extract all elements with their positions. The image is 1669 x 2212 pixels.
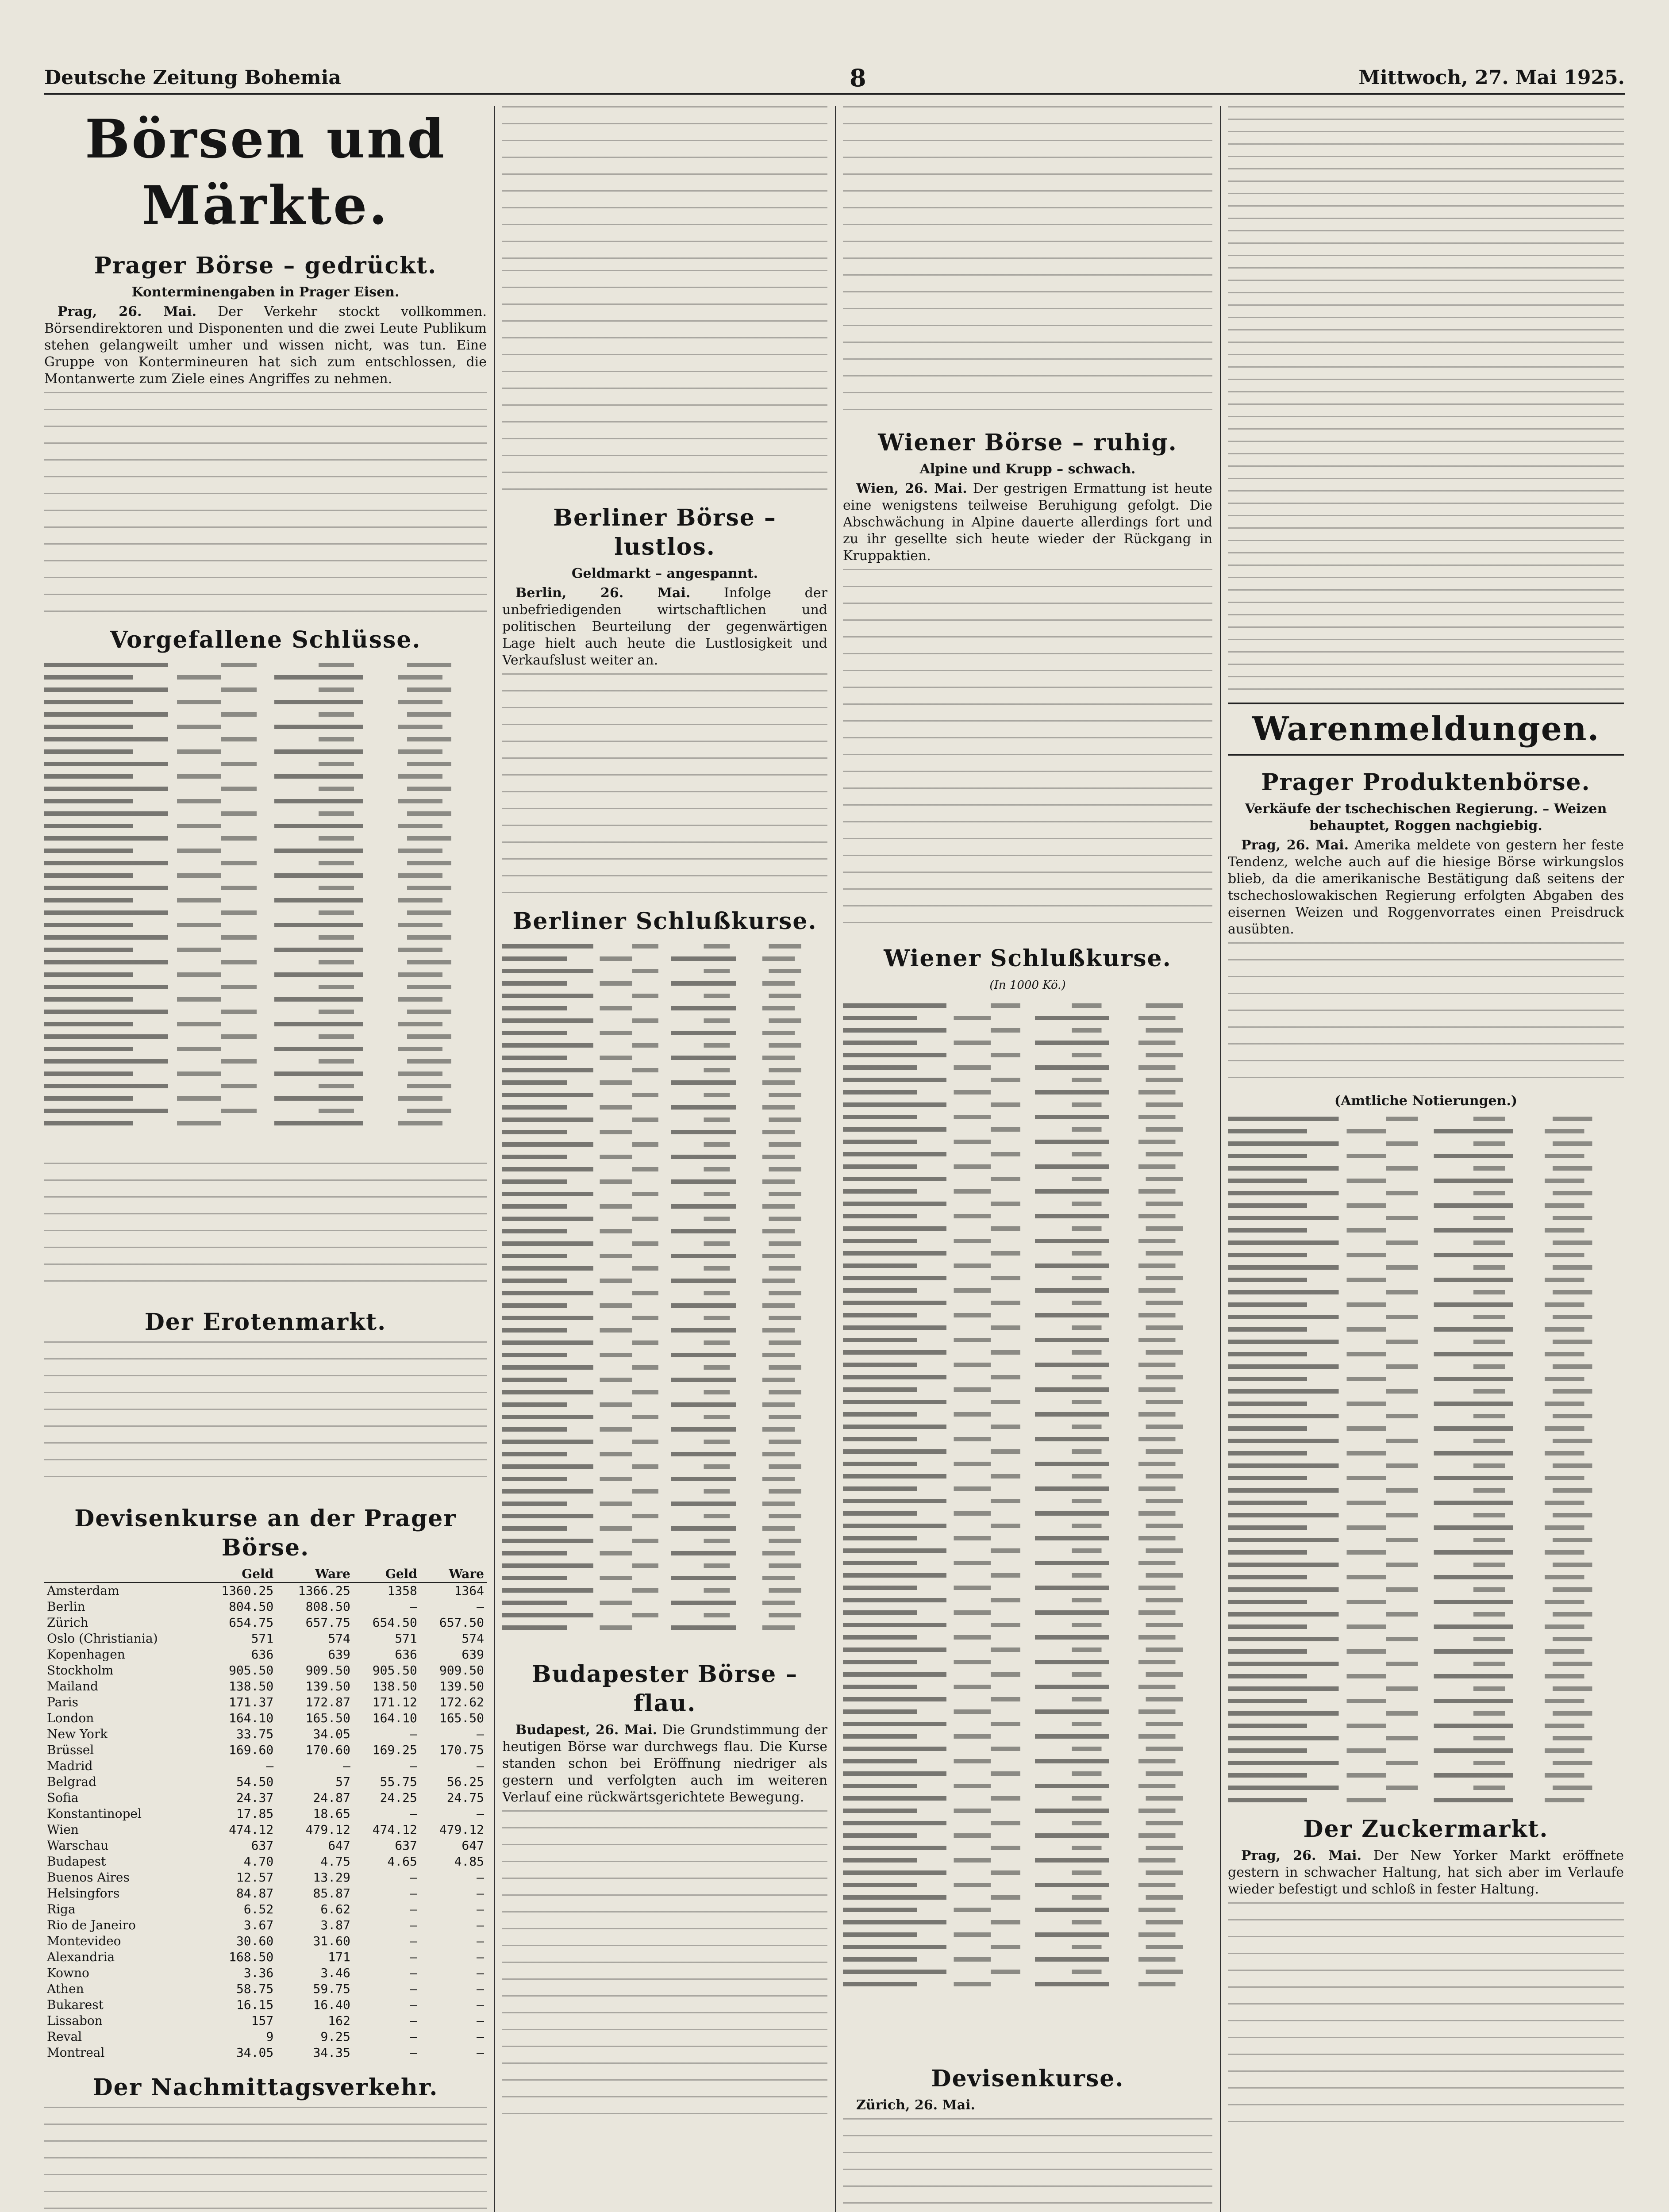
rate-value: — <box>410 1599 417 1614</box>
rate-value: 647 <box>328 1838 350 1853</box>
currency-name: Belgrad <box>47 1774 97 1789</box>
table-row <box>44 1647 487 1663</box>
article-lead: Prag, 26. Mai. <box>1241 837 1349 853</box>
table-row <box>44 1997 487 2013</box>
article-body <box>44 2107 487 2212</box>
table-row <box>44 1774 487 1790</box>
article-subtitle: (In 1000 Kö.) <box>989 979 1066 992</box>
running-header <box>44 66 1625 95</box>
rate-value: — <box>410 2029 417 2044</box>
rate-value: — <box>477 2045 484 2060</box>
table-row <box>44 1726 487 1742</box>
currency-name: Wien <box>47 1822 79 1837</box>
currency-name: Paris <box>47 1695 78 1709</box>
table-row <box>44 1870 487 1886</box>
currency-name: Zürich <box>47 1615 88 1630</box>
currency-name: Amsterdam <box>47 1583 119 1598</box>
rate-value: 657.75 <box>305 1615 350 1630</box>
rate-value: 6.62 <box>320 1902 350 1916</box>
currency-name: Stockholm <box>47 1663 114 1678</box>
rate-value: 171 <box>328 1950 350 1964</box>
table-row <box>44 2013 487 2029</box>
article-subtitle: Geldmarkt – angespannt. <box>571 566 758 581</box>
rate-value: — <box>477 1902 484 1916</box>
rate-value: 139.50 <box>439 1679 484 1694</box>
rate-value: 18.65 <box>313 1806 350 1821</box>
rate-value: 33.75 <box>236 1727 274 1741</box>
rate-value: 172.62 <box>439 1695 484 1709</box>
rate-value: 138.50 <box>372 1679 417 1694</box>
article-lead: Budapest, 26. Mai. <box>515 1722 658 1738</box>
rate-value: 636 <box>395 1647 417 1662</box>
column-rule <box>494 106 495 2212</box>
devisen-table <box>44 1566 487 2061</box>
rate-value: 905.50 <box>229 1663 274 1678</box>
article-lead: Zürich, 26. Mai. <box>856 2097 976 2113</box>
rate-value: 574 <box>328 1631 350 1646</box>
article-title-prager-boerse: Prager Börse – gedrückt. <box>94 252 437 279</box>
rate-value: 138.50 <box>229 1679 274 1694</box>
article-body-continued <box>843 2118 1212 2212</box>
rate-value: 639 <box>461 1647 484 1662</box>
currency-name: Brüssel <box>47 1743 94 1757</box>
article-title-wiener-schluss: Wiener Schlußkurse. <box>884 945 1172 972</box>
column-rule <box>1220 106 1221 2212</box>
rate-value: 164.10 <box>229 1711 274 1725</box>
currency-name: Budapest <box>47 1854 106 1869</box>
currency-name: New York <box>47 1727 108 1741</box>
devisen-table-body <box>44 1582 487 2061</box>
rate-value: 13.29 <box>313 1870 350 1885</box>
rate-value: — <box>477 1806 484 1821</box>
article-text: Infolge der unbefriedigenden wirtschaftlichen und politischen Beurteilung der gegenwärtigen Lage hielt auch heute die Lustlosigkeit und Verkaufslust weiter an. <box>502 585 827 668</box>
currency-name: Berlin <box>47 1599 85 1614</box>
rate-value: 24.25 <box>380 1790 417 1805</box>
rate-value: 3.46 <box>320 1966 350 1980</box>
article-title-produktenboerse: Prager Produktenbörse. <box>1261 769 1591 796</box>
article-body-continued <box>843 569 1212 932</box>
currency-name: Kowno <box>47 1966 89 1980</box>
rate-value: 3.36 <box>243 1966 274 1980</box>
article-title-erotenmarkt: Der Erotenmarkt. <box>144 1309 387 1336</box>
table-header <box>44 1566 200 1582</box>
rate-value: 58.75 <box>236 1982 274 1996</box>
rate-value: 54.50 <box>236 1774 274 1789</box>
article-title-budapester: Budapester Börse – flau. <box>531 1661 798 1717</box>
rate-value: 636 <box>251 1647 274 1662</box>
rate-value: — <box>477 1966 484 1980</box>
table-row <box>44 1838 487 1854</box>
rate-value: 637 <box>251 1838 274 1853</box>
column-4 <box>1228 106 1624 2212</box>
rate-value: 3.67 <box>243 1918 274 1932</box>
currency-name: Kopenhagen <box>47 1647 125 1662</box>
article-subtitle: Verkäufe der tschechischen Regierung. – Weizen behauptet, Roggen nachgiebig. <box>1245 801 1607 833</box>
currency-name: Mailand <box>47 1679 98 1694</box>
rate-value: — <box>410 2045 417 2060</box>
rate-value: 647 <box>461 1838 484 1853</box>
rate-value: — <box>477 1759 484 1773</box>
table-row <box>44 1965 487 1981</box>
currency-name: London <box>47 1711 94 1725</box>
rate-value: 4.75 <box>320 1854 350 1869</box>
table-row <box>44 2045 487 2061</box>
rate-value: 24.37 <box>236 1790 274 1805</box>
rate-value: 165.50 <box>305 1711 350 1725</box>
rate-value: — <box>477 2013 484 2028</box>
rate-value: — <box>410 1806 417 1821</box>
rate-value: 654.50 <box>372 1615 417 1630</box>
currency-name: Warschau <box>47 1838 109 1853</box>
rate-value: 1358 <box>387 1583 417 1598</box>
rate-value: — <box>266 1759 274 1773</box>
table-row <box>44 1981 487 1997</box>
article-body <box>1228 1847 1624 1898</box>
header-masthead: Deutsche Zeitung Bohemia <box>44 66 341 89</box>
rate-value: 1364 <box>454 1583 484 1598</box>
article-title-nachmittag: Der Nachmittagsverkehr. <box>92 2074 438 2101</box>
article-body-continued <box>44 392 487 613</box>
rate-value: — <box>477 1918 484 1932</box>
article-text: Der Verkehr stockt vollkommen. Börsendirektoren und Disponenten und die zwei Leute Publikum stehen gelangweilt umher und wissen nicht, was tun. Eine Gruppe von Kontermineuren hat sich zum entschlossen, die Montanwerte zum Ziele eines Angriffes zu nehmen. <box>44 304 487 387</box>
rate-value: 12.57 <box>236 1870 274 1885</box>
rate-value: 909.50 <box>439 1663 484 1678</box>
rate-value: — <box>410 2013 417 2028</box>
article-lead: Prag, 26. Mai. <box>58 304 197 319</box>
rate-value: 24.75 <box>446 1790 484 1805</box>
article-text: Amerika meldete von gestern her feste Tendenz, welche auch auf die hiesige Börse wirkungslos blieb, da die amerikanische Bestätigung daß seitens der tschechoslowakischen Regierung erfolgten Abgaben des eisernen Weizen und Roggenvorrates einen Preisdruck ausübten. <box>1228 837 1624 937</box>
table-row <box>44 1901 487 1917</box>
rate-value: 56.25 <box>446 1774 484 1789</box>
rate-value: — <box>410 1918 417 1932</box>
rate-value: — <box>477 1982 484 1996</box>
rate-value: — <box>410 1902 417 1916</box>
article-body-continued <box>502 106 827 265</box>
table-row <box>44 1933 487 1949</box>
table-row <box>44 2029 487 2045</box>
article-title-devisen: Devisenkurse an der Prager Börse. <box>74 1505 457 1561</box>
rate-value: 162 <box>328 2013 350 2028</box>
rate-value: 479.12 <box>439 1822 484 1837</box>
rate-value: — <box>410 1759 417 1773</box>
section-title: Börsen und Märkte. <box>85 108 446 237</box>
table-row <box>44 1917 487 1933</box>
table-row <box>44 1710 487 1726</box>
rate-value: 571 <box>251 1631 274 1646</box>
currency-name: Sofia <box>47 1790 79 1805</box>
article-text: Der New Yorker Markt eröffnete gestern in schwacher Haltung, hat sich aber im Verlaufe wieder befestigt und schloß in fester Haltung. <box>1228 1848 1624 1897</box>
table-row <box>44 1949 487 1965</box>
rate-value: 31.60 <box>313 1934 350 1948</box>
table-row <box>44 1742 487 1758</box>
trade-table <box>44 658 487 1158</box>
rate-value: 171.37 <box>229 1695 274 1709</box>
article-body-continued <box>843 106 1212 416</box>
currency-name: Athen <box>47 1982 84 1996</box>
rate-value: 479.12 <box>305 1822 350 1837</box>
currency-name: Madrid <box>47 1759 93 1773</box>
rate-value: 84.87 <box>236 1886 274 1901</box>
rate-value: 30.60 <box>236 1934 274 1948</box>
table-header: Ware <box>276 1566 353 1582</box>
article-title-warenmeldungen: Warenmeldungen. <box>1228 703 1624 756</box>
currency-name: Buenos Aires <box>47 1870 130 1885</box>
rate-value: 24.87 <box>313 1790 350 1805</box>
article-title-berliner-schluss: Berliner Schlußkurse. <box>512 908 817 935</box>
article-title-zuckermarkt: Der Zuckermarkt. <box>1303 1816 1549 1843</box>
article-body <box>1228 837 1624 938</box>
column-rule <box>835 106 836 2212</box>
rate-value: 804.50 <box>229 1599 274 1614</box>
rate-value: 808.50 <box>305 1599 350 1614</box>
article-body <box>44 1341 487 1492</box>
table-row <box>44 1631 487 1647</box>
article-lead: Prag, 26. Mai. <box>1241 1848 1362 1863</box>
rate-value: 639 <box>328 1647 350 1662</box>
table-row <box>44 1694 487 1710</box>
currency-name: Rio de Janeiro <box>47 1918 136 1932</box>
table-row <box>44 1678 487 1694</box>
article-body <box>843 480 1212 565</box>
rate-value: 16.40 <box>313 1997 350 2012</box>
schlusskurse-table <box>502 940 827 1647</box>
article-body-continued <box>502 1810 827 2120</box>
rate-value: 170.75 <box>439 1743 484 1757</box>
currency-name: Helsingfors <box>47 1886 120 1901</box>
rate-value: 17.85 <box>236 1806 274 1821</box>
article-subtitle: Konterminengaben in Prager Eisen. <box>131 284 400 300</box>
rate-value: 9.25 <box>320 2029 350 2044</box>
rate-value: 574 <box>461 1631 484 1646</box>
rate-value: 1366.25 <box>298 1583 350 1598</box>
table-row <box>44 1758 487 1774</box>
column-1 <box>44 106 487 2212</box>
table-header: Ware <box>420 1566 487 1582</box>
rate-value: 9 <box>266 2029 274 2044</box>
article-body-continued <box>502 270 827 491</box>
rate-value: 909.50 <box>305 1663 350 1678</box>
rate-value: — <box>477 2029 484 2044</box>
rate-value: 4.85 <box>454 1854 484 1869</box>
rate-value: — <box>477 1599 484 1614</box>
article-text: Die Grundstimmung der heutigen Börse war durchwegs flau. Die Kurse standen schon bei Eröffnung niedriger als gestern und verfolgten auch im weiteren Verlauf eine rückwärtsgerichtete Bewegung. <box>502 1722 827 1805</box>
article-title-vorgefallene: Vorgefallene Schlüsse. <box>110 626 421 653</box>
rate-value: 165.50 <box>439 1711 484 1725</box>
rate-value: 139.50 <box>305 1679 350 1694</box>
rate-value: 34.05 <box>313 1727 350 1741</box>
rate-value: — <box>477 1997 484 2012</box>
article-body-continued <box>502 673 827 895</box>
currency-name: Riga <box>47 1902 76 1916</box>
rate-value: 637 <box>395 1838 417 1853</box>
rate-value: 157 <box>251 2013 274 2028</box>
rate-value: 169.60 <box>229 1743 274 1757</box>
rate-value: — <box>342 1759 350 1773</box>
article-lead: Berlin, 26. Mai. <box>515 585 691 601</box>
rate-value: 1360.25 <box>221 1583 274 1598</box>
rate-value: 657.50 <box>439 1615 484 1630</box>
table-row <box>44 1886 487 1901</box>
rate-value: 474.12 <box>229 1822 274 1837</box>
table-header: Geld <box>200 1566 277 1582</box>
table-row <box>44 1582 487 1599</box>
table-header: Geld <box>353 1566 420 1582</box>
article-body-continued <box>1228 942 1624 1088</box>
table-row <box>44 1663 487 1678</box>
table-row <box>44 1790 487 1806</box>
rate-value: 171.12 <box>372 1695 417 1709</box>
rate-value: 474.12 <box>372 1822 417 1837</box>
rate-value: 654.75 <box>229 1615 274 1630</box>
article-text: Der gestrigen Ermattung ist heute eine wenigstens teilweise Beruhigung gefolgt. Die Abschwächung in Alpine dauerte allerdings fort und zu ihr gesellte sich heute wieder der Rückgang in Kruppaktien. <box>843 481 1212 564</box>
table-row <box>44 1599 487 1615</box>
rate-value: 4.70 <box>243 1854 274 1869</box>
rate-value: 16.15 <box>236 1997 274 2012</box>
article-body <box>502 585 827 669</box>
rate-value: 169.25 <box>372 1743 417 1757</box>
rate-value: 85.87 <box>313 1886 350 1901</box>
article-lead: Wien, 26. Mai. <box>856 481 967 496</box>
rate-value: 571 <box>395 1631 417 1646</box>
article-body <box>44 1163 487 1295</box>
rate-value: — <box>410 1727 417 1741</box>
rate-value: — <box>477 1934 484 1948</box>
rate-value: 3.87 <box>320 1918 350 1932</box>
currency-name: Bukarest <box>47 1997 104 2012</box>
table-row <box>44 1615 487 1631</box>
article-title-wiener: Wiener Börse – ruhig. <box>878 429 1177 456</box>
rate-value: — <box>410 1997 417 2012</box>
rate-value: 6.52 <box>243 1902 274 1916</box>
currency-name: Reval <box>47 2029 82 2044</box>
column-3 <box>843 106 1212 2212</box>
header-date: Mittwoch, 27. Mai 1925. <box>1358 66 1625 89</box>
article-subtitle: Alpine und Krupp – schwach. <box>919 461 1136 477</box>
rate-value: 4.65 <box>387 1854 417 1869</box>
exchange-quotes <box>1228 106 1624 690</box>
table-row <box>44 1854 487 1870</box>
table-row <box>44 1822 487 1838</box>
currency-name: Alexandria <box>47 1950 115 1964</box>
rate-value: 57 <box>335 1774 350 1789</box>
currency-name: Oslo (Christiania) <box>47 1631 158 1646</box>
rate-value: 170.60 <box>305 1743 350 1757</box>
currency-name: Montevideo <box>47 1934 121 1948</box>
rate-value: — <box>477 1870 484 1885</box>
rate-value: 34.35 <box>313 2045 350 2060</box>
rate-value: 172.87 <box>305 1695 350 1709</box>
column-2 <box>502 106 827 2212</box>
article-body-continued <box>1228 1902 1624 2132</box>
rate-value: 168.50 <box>229 1950 274 1964</box>
rate-value: — <box>477 1950 484 1964</box>
article-body <box>843 2097 1212 2114</box>
rate-value: — <box>410 1950 417 1964</box>
currency-name: Montreal <box>47 2045 105 2060</box>
section-subtitle: (Amtliche Notierungen.) <box>1334 1093 1518 1109</box>
currency-name: Konstantinopel <box>47 1806 142 1821</box>
header-page-number: 8 <box>850 64 866 92</box>
rate-value: — <box>410 1934 417 1948</box>
rate-value: 34.05 <box>236 2045 274 2060</box>
rate-value: — <box>410 1982 417 1996</box>
article-body <box>502 1722 827 1806</box>
article-title-devisenkurse: Devisenkurse. <box>931 2065 1124 2092</box>
table-header-row <box>44 1566 487 1582</box>
rate-value: — <box>410 1886 417 1901</box>
article-title-berliner: Berliner Börse – lustlos. <box>553 504 777 561</box>
commodity-table <box>1228 1112 1624 1802</box>
currency-name: Lissabon <box>47 2013 103 2028</box>
rate-value: 55.75 <box>380 1774 417 1789</box>
rate-value: 164.10 <box>372 1711 417 1725</box>
table-row <box>44 1806 487 1822</box>
wiener-schluss-table <box>843 999 1212 2052</box>
rate-value: — <box>477 1886 484 1901</box>
rate-value: — <box>410 1966 417 1980</box>
rate-value: 59.75 <box>313 1982 350 1996</box>
article-body <box>44 303 487 388</box>
rate-value: — <box>410 1870 417 1885</box>
rate-value: — <box>477 1727 484 1741</box>
rate-value: 905.50 <box>372 1663 417 1678</box>
